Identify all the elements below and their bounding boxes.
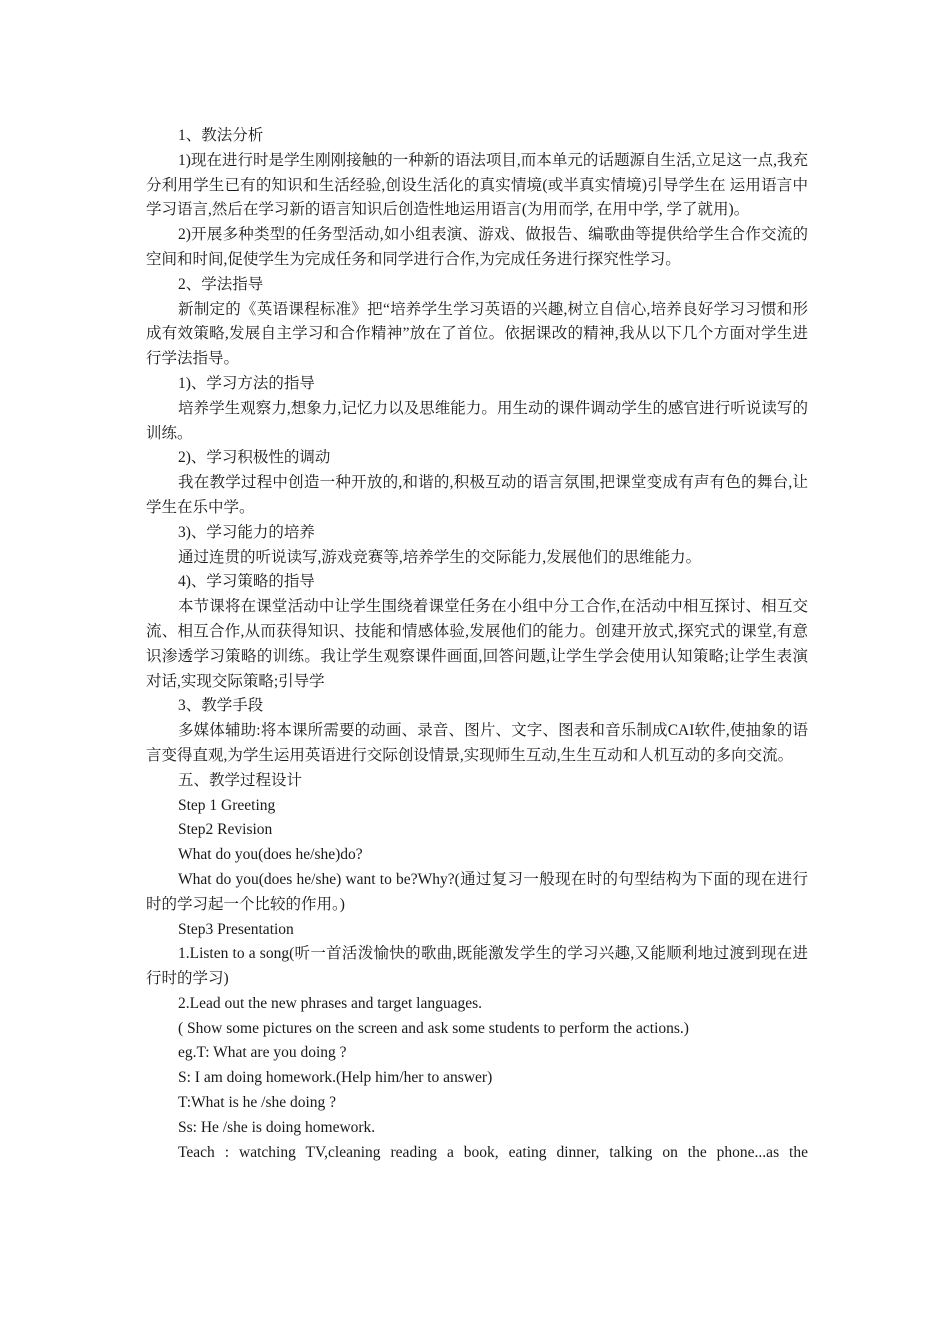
step-line: Step2 Revision xyxy=(178,821,273,839)
paragraph: 1.Listen to a song(听一首活泼愉快的歌曲,既能激发学生的学习兴趣,又能顺利地过渡到现在进行时的学习) xyxy=(146,945,808,988)
document-body xyxy=(146,124,808,1165)
section-heading-teaching-means: 3、教学手段 xyxy=(178,697,264,715)
text-line: S: I am doing homework.(Help him/her to answer) xyxy=(178,1069,493,1087)
text-line: Teach : watching TV,cleaning reading a book, eating dinner, talking on the phone...as the xyxy=(178,1143,808,1161)
paragraph: 2)开展多种类型的任务型活动,如小组表演、游戏、做报告、编歌曲等提供给学生合作交流的空间和时间,促使学生为完成任务和同学进行合作,为完成任务进行探究性学习。 xyxy=(146,226,808,268)
text-line: What do you(does he/she)do? xyxy=(178,846,363,864)
paragraph: 多媒体辅助:将本课所需要的动画、录音、图片、文字、图表和音乐制成CAI软件,使抽象的语言变得直观,为学生运用英语进行交际创设情景,实现师生互动,生生互动和人机互动的多向交流。 xyxy=(146,722,808,764)
subheading: 1)、学习方法的指导 xyxy=(178,374,315,392)
paragraph: 1)现在进行时是学生刚刚接触的一种新的语法项目,而本单元的话题源自生活,立足这一点,我充分利用学生已有的知识和生活经验,创设生活化的真实情境(或半真实情境)引导学生在 运用语言中学习语言,然后在学习新的语言知识后创造性地运用语言(为用而学, 在用中学, 学了就用)。 xyxy=(146,151,808,219)
subheading: 2)、学习积极性的调动 xyxy=(178,449,331,467)
step-line: Step 1 Greeting xyxy=(178,796,276,814)
text-line: 2.Lead out the new phrases and target languages. xyxy=(178,994,483,1012)
text-line: eg.T: What are you doing ? xyxy=(178,1044,347,1062)
paragraph: 本节课将在课堂活动中让学生围绕着课堂任务在小组中分工合作,在活动中相互探讨、相互交流、相互合作,从而获得知识、技能和情感体验,发展他们的能力。创建开放式,探究式的课堂,有意识渗透学习策略的训练。我让学生观察课件画面,回答问题,让学生学会使用认知策略;让学生表演对话,实现交际策略;引导学 xyxy=(146,598,808,690)
paragraph: 培养学生观察力,想象力,记忆力以及思维能力。用生动的课件调动学生的感官进行听说读写的训练。 xyxy=(146,399,808,442)
subheading: 3)、学习能力的培养 xyxy=(178,523,315,541)
subheading: 4)、学习策略的指导 xyxy=(178,573,315,591)
text-line: Ss: He /she is doing homework. xyxy=(178,1118,376,1136)
paragraph: What do you(does he/she) want to be?Why?(通过复习一般现在时的句型结构为下面的现在进行时的学习起一个比较的作用。) xyxy=(146,870,808,913)
section-heading-process-design: 五、教学过程设计 xyxy=(178,771,303,789)
text-line: T:What is he /she doing ? xyxy=(178,1094,337,1112)
paragraph: 新制定的《英语课程标准》把“培养学生学习英语的兴趣,树立自信心,培养良好学习习惯和形成有效策略,发展自主学习和合作精神”放在了首位。依据课改的精神,我从以下几个方面对学生进行学法指导。 xyxy=(146,300,808,368)
text-line: ( Show some pictures on the screen and ask some students to perform the actions.) xyxy=(178,1019,689,1037)
paragraph: 我在教学过程中创造一种开放的,和谐的,积极互动的语言氛围,把课堂变成有声有色的舞台,让学生在乐中学。 xyxy=(146,474,808,516)
section-heading-teaching-method: 1、教法分析 xyxy=(178,127,264,144)
section-heading-learning-guidance: 2、学法指导 xyxy=(178,275,264,293)
paragraph: 通过连贯的听说读写,游戏竞赛等,培养学生的交际能力,发展他们的思维能力。 xyxy=(178,548,702,566)
step-line: Step3 Presentation xyxy=(178,920,294,938)
